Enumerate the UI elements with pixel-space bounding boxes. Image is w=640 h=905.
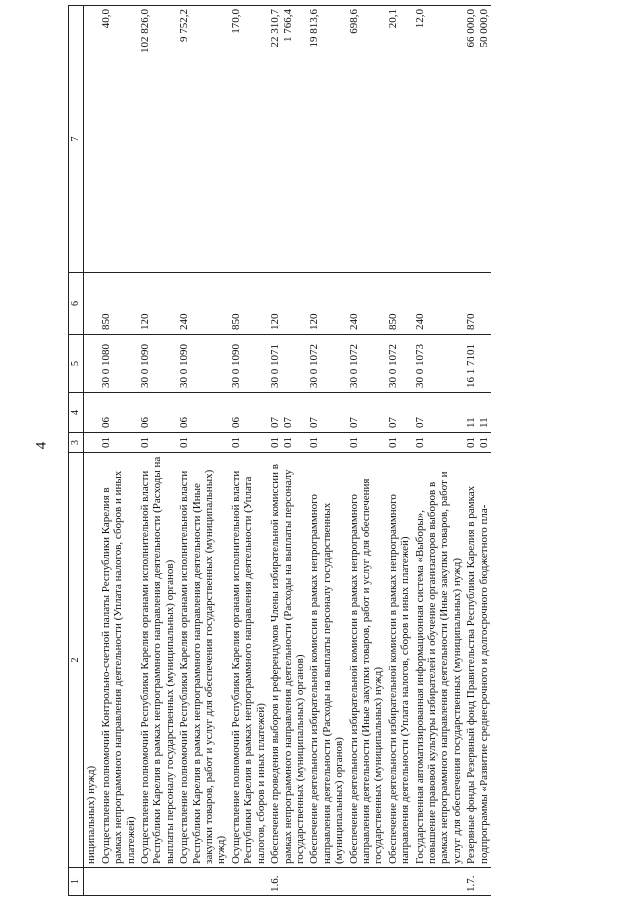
- subsection-code: 06: [178, 417, 191, 428]
- amount-cell: [99, 6, 138, 273]
- description-cell: Обеспечение деятельности избирательной комиссии в рамках непрограммного направления деятельности (Расходы на выплаты персоналу государственных (муниципальных) органов): [307, 453, 346, 868]
- expense-type-cell: 850: [386, 273, 413, 335]
- amount-value: 9 752,2: [178, 9, 191, 42]
- amount-value: 50 000,0: [477, 9, 490, 48]
- expense-type-cell: 870: [464, 273, 491, 335]
- description-cell: Резервные фонды Резервный фонд Правительства Республики Карелия в рамках подпрограммы «Развитие среднесрочного и долгосрочного бюджетного пла-: [464, 453, 491, 868]
- target-article-cell: 30 0 1090: [138, 335, 177, 393]
- subsection-code: 07: [413, 417, 426, 428]
- subsection-code-cell: [347, 393, 386, 433]
- subsection-code-cell: [307, 393, 346, 433]
- subsection-code: 11: [465, 417, 478, 428]
- amount-cell: [268, 6, 307, 273]
- amount-value: 19 813,6: [308, 9, 321, 48]
- table-row: [229, 6, 268, 896]
- subsection-code: 07: [269, 417, 282, 428]
- subsection-code: 06: [139, 417, 152, 428]
- column-header: 3: [69, 433, 84, 453]
- target-article-cell: [84, 335, 99, 393]
- amount-cell: [307, 6, 346, 273]
- target-article-cell: 30 0 1090: [177, 335, 229, 393]
- section-code-cell: [99, 433, 138, 453]
- section-code-cell: [347, 433, 386, 453]
- expense-type-cell: 240: [177, 273, 229, 335]
- description-cell: Осуществление полномочий Республики Карелия органами исполнительной власти Республики Карелия в рамках непрограммного направления деятельности (Иные закупки товаров, работ и услуг для обеспечения государственных (муниципальных) нужд): [177, 453, 229, 868]
- section-code-cell: [268, 433, 307, 453]
- section-number-cell: 1.6.: [268, 868, 307, 896]
- section-code: 01: [308, 437, 321, 448]
- amount-cell: [138, 6, 177, 273]
- column-header: 6: [69, 273, 84, 335]
- target-article-cell: 16 1 7101: [464, 335, 491, 393]
- subsection-code-cell: [464, 393, 491, 433]
- section-number-cell: [138, 868, 177, 896]
- table-row: [99, 6, 138, 896]
- section-code: 01: [347, 437, 360, 448]
- table-body: [84, 6, 491, 896]
- amount-value: 22 310,7: [269, 9, 282, 48]
- amount-cell: [464, 6, 491, 273]
- amount-value: 698,6: [347, 9, 360, 34]
- column-header: 5: [69, 335, 84, 393]
- section-code: 01: [178, 437, 191, 448]
- expense-type-cell: 240: [347, 273, 386, 335]
- amount-cell: [229, 6, 268, 273]
- amount-cell: [413, 6, 465, 273]
- subsection-code-cell: [177, 393, 229, 433]
- description-cell: Обеспечение деятельности избирательной комиссии в рамках непрограммного направления деятельности (Иные закупки товаров, работ и услуг для обеспечения государственных (муниципальных) нужд): [347, 453, 386, 868]
- target-article-cell: 30 0 1072: [386, 335, 413, 393]
- amount-cell: [386, 6, 413, 273]
- target-article-cell: 30 0 1072: [307, 335, 346, 393]
- section-number-cell: [99, 868, 138, 896]
- expense-type-cell: 240: [413, 273, 465, 335]
- section-code-cell: [84, 433, 99, 453]
- target-article-cell: 30 0 1090: [229, 335, 268, 393]
- expense-type-cell: 850: [99, 273, 138, 335]
- section-number-cell: [307, 868, 346, 896]
- description-cell: ниципальных) нужд): [84, 453, 99, 868]
- amount-value: 170,0: [229, 9, 242, 34]
- amount-cell: [347, 6, 386, 273]
- section-number-cell: [177, 868, 229, 896]
- column-header: 4: [69, 393, 84, 433]
- target-article-cell: 30 0 1071: [268, 335, 307, 393]
- subsection-code: 06: [99, 417, 112, 428]
- section-code-cell: [464, 433, 491, 453]
- table-header-row: [69, 6, 84, 896]
- expense-type-cell: 120: [268, 273, 307, 335]
- description-cell: Осуществление полномочий Республики Карелия органами исполнительной власти Республики Карелия в рамках непрограммного направления деятельности (Уплата налогов, сборов и иных платежей): [229, 453, 268, 868]
- amount-value: 12,0: [413, 9, 426, 29]
- section-code: 01: [477, 437, 490, 448]
- column-header: 1: [69, 868, 84, 896]
- table-row: [386, 6, 413, 896]
- subsection-code: 07: [281, 417, 294, 428]
- section-number-cell: 1.7.: [464, 868, 491, 896]
- section-code-cell: [229, 433, 268, 453]
- target-article-cell: 30 0 1080: [99, 335, 138, 393]
- section-code-cell: [177, 433, 229, 453]
- section-number-cell: [84, 868, 99, 896]
- section-number-cell: [386, 868, 413, 896]
- expense-type-cell: 850: [229, 273, 268, 335]
- target-article-cell: 30 0 1073: [413, 335, 465, 393]
- amount-cell: [84, 6, 99, 273]
- subsection-code-cell: [386, 393, 413, 433]
- table-row: [138, 6, 177, 896]
- section-code-cell: [386, 433, 413, 453]
- table-row: [413, 6, 465, 896]
- column-header: 7: [69, 6, 84, 273]
- table-row: [268, 6, 307, 896]
- description-cell: Обеспечение деятельности избирательной комиссии в рамках непрограммного направления деятельности (Уплата налогов, сборов и иных платежей): [386, 453, 413, 868]
- amount-value: 1 766,4: [281, 9, 294, 42]
- expense-type-cell: 120: [307, 273, 346, 335]
- expense-type-cell: [84, 273, 99, 335]
- subsection-code-cell: [138, 393, 177, 433]
- page-number: 4: [33, 441, 50, 450]
- description-cell: Осуществление полномочий Республики Карелия органами исполнительной власти Республики Карелия в рамках непрограммного направления деятельности (Расходы на выплаты персоналу государственных (муниципальных) органов): [138, 453, 177, 868]
- subsection-code-cell: [268, 393, 307, 433]
- subsection-code-cell: [84, 393, 99, 433]
- description-cell: Осуществление полномочий Контрольно-счетной палаты Республики Карелия в рамках непрограммного направления деятельности (Уплата налогов, сборов и иных платежей): [99, 453, 138, 868]
- section-code: 01: [229, 437, 242, 448]
- amount-value: 66 000,0: [465, 9, 478, 48]
- subsection-code: 11: [477, 417, 490, 428]
- budget-table: [68, 5, 491, 896]
- rotated-table-container: [68, 6, 588, 896]
- section-code: 01: [386, 437, 399, 448]
- subsection-code: 07: [347, 417, 360, 428]
- section-code: 01: [99, 437, 112, 448]
- section-number-cell: [347, 868, 386, 896]
- amount-value: 102 826,0: [139, 9, 152, 53]
- expense-type-cell: 120: [138, 273, 177, 335]
- description-cell: Государственная автоматизированная информационная система «Выборы», повышение правовой культуры избирателей и обучение организаторов выборов в рамках непрограммного направления деятельности (Иные закупки товаров, работ и услуг для обеспечения государственных (муниципальных) нужд): [413, 453, 465, 868]
- description-cell: Обеспечение проведения выборов и референдумов Члены избирательной комиссии в рамках непрограммного направления деятельности (Расходы на выплаты персоналу государственных (муниципальных) органов): [268, 453, 307, 868]
- section-number-cell: [229, 868, 268, 896]
- subsection-code: 06: [229, 417, 242, 428]
- section-code-cell: [307, 433, 346, 453]
- subsection-code-cell: [229, 393, 268, 433]
- section-code: 01: [465, 437, 478, 448]
- section-number-cell: [413, 868, 465, 896]
- column-header: 2: [69, 453, 84, 868]
- table-row: [84, 6, 99, 896]
- table-row: [177, 6, 229, 896]
- subsection-code: 07: [386, 417, 399, 428]
- subsection-code-cell: [413, 393, 465, 433]
- section-code: 01: [269, 437, 282, 448]
- section-code: 01: [281, 437, 294, 448]
- subsection-code: 07: [308, 417, 321, 428]
- section-code: 01: [413, 437, 426, 448]
- table-row: [464, 6, 491, 896]
- amount-value: 40,0: [99, 9, 112, 29]
- section-code-cell: [138, 433, 177, 453]
- target-article-cell: 30 0 1072: [347, 335, 386, 393]
- table-row: [347, 6, 386, 896]
- amount-value: 20,1: [386, 9, 399, 29]
- amount-cell: [177, 6, 229, 273]
- section-code: 01: [139, 437, 152, 448]
- table-row: [307, 6, 346, 896]
- subsection-code-cell: [99, 393, 138, 433]
- section-code-cell: [413, 433, 465, 453]
